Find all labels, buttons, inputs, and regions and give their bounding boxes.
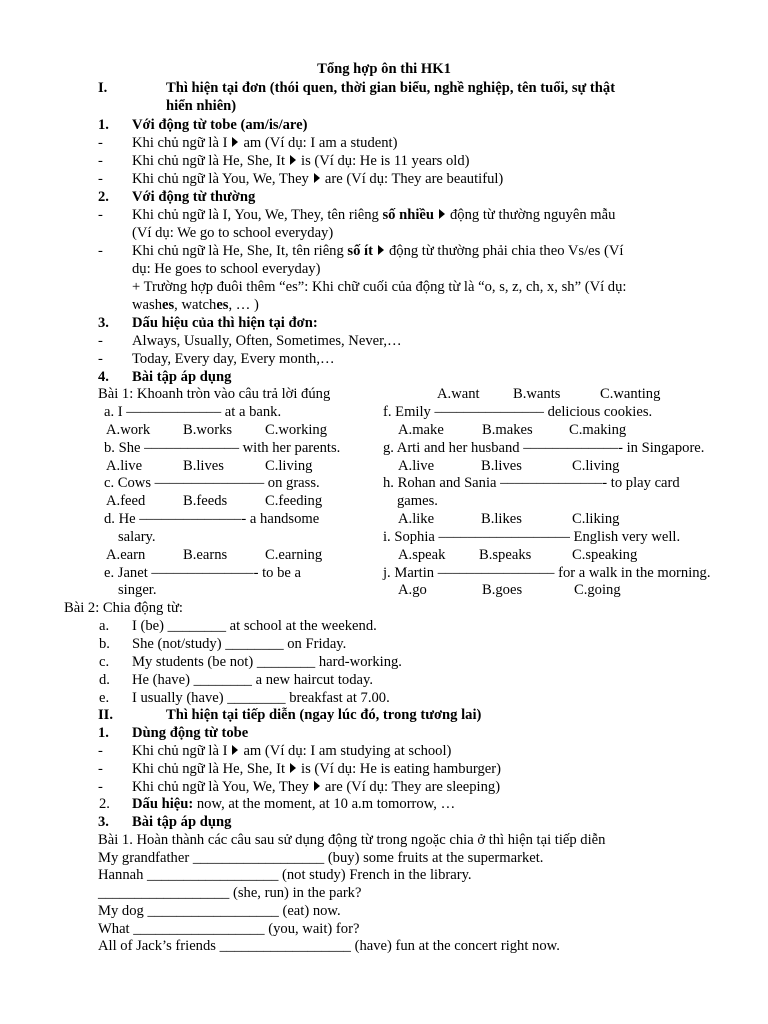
option: A.feed xyxy=(106,493,146,509)
option: C.feeding xyxy=(265,493,323,509)
section-2-heading: Thì hiện tại tiếp diễn (ngay lúc đó, trong tương lai) xyxy=(166,707,482,723)
bullet: - xyxy=(98,135,103,151)
subsection-1-heading: Dùng động từ tobe xyxy=(132,725,249,741)
subsection-3-heading: Dấu hiệu của thì hiện tại đơn: xyxy=(132,315,318,331)
option: A.live xyxy=(398,458,435,474)
question-cont: salary. xyxy=(118,529,156,545)
option: B.feeds xyxy=(183,493,228,509)
bullet: - xyxy=(98,779,103,795)
bullet: - xyxy=(98,743,103,759)
option: B.lives xyxy=(481,458,522,474)
bullet: - xyxy=(98,333,103,349)
subsection-3-heading: Bài tập áp dụng xyxy=(132,814,232,830)
rule-subject: Khi chủ ngữ là He, She, It, tên riêng xyxy=(132,243,348,259)
arrow-right-icon xyxy=(232,137,238,147)
subsection-2-heading: Với động từ thường xyxy=(132,189,256,205)
rule-emphasis: số nhiều xyxy=(382,207,434,223)
example-tail: , … ) xyxy=(228,297,259,313)
subsection-2-number: 2. xyxy=(98,189,109,205)
option: A.like xyxy=(398,511,435,527)
question: i. Sophia –––––––––––––––––– English very well. xyxy=(383,529,681,545)
rule-verb: are (Ví dụ: They are beautiful) xyxy=(324,171,504,187)
option: C.living xyxy=(572,458,620,474)
section-1-heading: Thì hiện tại đơn (thói quen, thời gian biểu, nghề nghiệp, tên tuổi, sự thật xyxy=(166,80,616,96)
rule-verb: are (Ví dụ: They are sleeping) xyxy=(324,779,501,795)
rule-subject: Khi chủ ngữ là I, You, We, They, tên riêng xyxy=(132,207,383,223)
rule-verb: am (Ví dụ: I am studying at school) xyxy=(243,743,452,759)
option: A.want xyxy=(437,386,480,402)
question: e. Janet ––––––––––––––- to be a xyxy=(104,565,301,581)
question: f. Emily ––––––––––––––– delicious cookies. xyxy=(383,404,653,420)
subsection-1-number: 1. xyxy=(98,725,109,741)
arrow-right-icon xyxy=(439,209,445,219)
subsection-2-number: 2. xyxy=(99,796,110,812)
arrow-right-icon xyxy=(290,155,296,165)
example-suffix: es xyxy=(216,297,229,313)
option: C.speaking xyxy=(572,547,638,563)
es-rule: + Trường hợp đuôi thêm “es”: Khi chữ cuối của động từ là “o, s, z, ch, x, sh” (Ví dụ: xyxy=(132,279,627,295)
option: C.liking xyxy=(572,511,620,527)
bullet: - xyxy=(98,243,103,259)
rule-subject: Khi chủ ngữ là I xyxy=(132,743,228,759)
section-1-heading-cont: hiển nhiên) xyxy=(166,98,237,114)
option: B.wants xyxy=(513,386,561,402)
rule-verb: am (Ví dụ: I am a student) xyxy=(243,135,398,151)
fill-in-item: My students (be not) ________ hard-working. xyxy=(132,654,402,670)
signal-words: now, at the moment, at 10 a.m tomorrow, … xyxy=(193,796,456,812)
signal-label: Dấu hiệu: xyxy=(132,796,194,812)
fill-in-item: My grandfather __________________ (buy) some fruits at the supermarket. xyxy=(98,850,544,866)
item-letter: c. xyxy=(99,654,110,670)
rule-verb: động từ thường phải chia theo Vs/es (Ví xyxy=(388,243,624,259)
question: a. I ––––––––––––– at a bank. xyxy=(104,404,282,420)
rule-verb: is (Ví dụ: He is eating hamburger) xyxy=(301,761,501,777)
rule-verb: is (Ví dụ: He is 11 years old) xyxy=(301,153,470,169)
subsection-4-heading: Bài tập áp dụng xyxy=(132,369,232,385)
arrow-right-icon xyxy=(314,781,320,791)
rule-line xyxy=(132,152,470,170)
option: C.living xyxy=(265,458,313,474)
example-suffix: es xyxy=(162,297,175,313)
option: B.earns xyxy=(183,547,228,563)
rule-verb: động từ thường nguyên mẫu xyxy=(450,207,616,223)
fill-in-item: She (not/study) ________ on Friday. xyxy=(132,636,347,652)
option: B.makes xyxy=(482,422,533,438)
fill-in-item: __________________ (she, run) in the park? xyxy=(98,885,362,901)
question: b. She ––––––––––––– with her parents. xyxy=(104,440,341,456)
subsection-3-number: 3. xyxy=(98,814,109,830)
item-letter: d. xyxy=(99,672,110,688)
signal-words: Today, Every day, Every month,… xyxy=(132,351,335,367)
option: C.wanting xyxy=(600,386,661,402)
option: B.lives xyxy=(183,458,224,474)
option: A.speak xyxy=(398,547,446,563)
rule-line xyxy=(132,742,451,760)
rule-subject: Khi chủ ngữ là He, She, It xyxy=(132,153,286,169)
question: g. Arti and her husband –––––––––––––- in Singapore. xyxy=(383,440,705,456)
rule-line xyxy=(132,242,623,260)
question: h. Rohan and Sania ––––––––––––––- to play card xyxy=(383,475,680,491)
question-cont: games. xyxy=(397,493,438,509)
subsection-3-number: 3. xyxy=(98,315,109,331)
exercise-1-title: Bài 1: Khoanh tròn vào câu trả lời đúng xyxy=(98,386,331,402)
rule-example: dụ: He goes to school everyday) xyxy=(132,261,321,277)
rule-line xyxy=(132,760,501,778)
bullet: - xyxy=(98,761,103,777)
fill-in-item: He (have) ________ a new haircut today. xyxy=(132,672,373,688)
option: B.likes xyxy=(481,511,522,527)
question: j. Martin –––––––––––––––– for a walk in the morning. xyxy=(383,565,711,581)
fill-in-item: All of Jack’s friends __________________ (have) fun at the concert right now. xyxy=(98,938,560,954)
option: C.working xyxy=(265,422,328,438)
fill-in-item: I (be) ________ at school at the weekend. xyxy=(132,618,377,634)
bullet: - xyxy=(98,171,103,187)
rule-line xyxy=(132,778,500,796)
bullet: - xyxy=(98,207,103,223)
fill-in-item: I usually (have) ________ breakfast at 7.00. xyxy=(132,690,390,706)
arrow-right-icon xyxy=(314,173,320,183)
question: c. Cows ––––––––––––––– on grass. xyxy=(104,475,320,491)
rule-example: (Ví dụ: We go to school everyday) xyxy=(132,225,334,241)
bullet: - xyxy=(98,153,103,169)
subsection-4-number: 4. xyxy=(98,369,109,385)
document-title: Tổng hợp ôn thi HK1 xyxy=(317,61,451,77)
option: C.making xyxy=(569,422,627,438)
rule-line xyxy=(132,206,615,224)
option: A.go xyxy=(398,582,427,598)
arrow-right-icon xyxy=(378,245,384,255)
signal-line xyxy=(132,795,455,813)
exercise-2-title: Bài 2: Chia động từ: xyxy=(64,600,183,616)
question-cont: singer. xyxy=(118,582,157,598)
arrow-right-icon xyxy=(232,745,238,755)
option: A.work xyxy=(106,422,151,438)
option: A.make xyxy=(398,422,444,438)
subsection-1-number: 1. xyxy=(98,117,109,133)
es-rule-examples xyxy=(132,296,259,314)
rule-line xyxy=(132,170,503,188)
option: A.live xyxy=(106,458,143,474)
option: A.earn xyxy=(106,547,146,563)
rule-line xyxy=(132,134,397,152)
option: B.goes xyxy=(482,582,523,598)
subsection-1-heading: Với động từ tobe (am/is/are) xyxy=(132,117,308,133)
rule-subject: Khi chủ ngữ là He, She, It xyxy=(132,761,286,777)
option: B.speaks xyxy=(479,547,532,563)
option: C.going xyxy=(574,582,621,598)
fill-in-item: What __________________ (you, wait) for? xyxy=(98,921,360,937)
fill-in-item: Hannah __________________ (not study) French in the library. xyxy=(98,867,472,883)
option: C.earning xyxy=(265,547,323,563)
option: B.works xyxy=(183,422,233,438)
section-2-number: II. xyxy=(98,707,114,723)
section-1-number: I. xyxy=(98,80,108,96)
question: d. He ––––––––––––––- a handsome xyxy=(104,511,320,527)
example-word: , watch xyxy=(174,297,217,313)
rule-subject: Khi chủ ngữ là You, We, They xyxy=(132,779,309,795)
item-letter: a. xyxy=(99,618,110,634)
item-letter: e. xyxy=(99,690,110,706)
exercise-1-title: Bài 1. Hoàn thành các câu sau sử dụng động từ trong ngoặc chia ở thì hiện tại tiếp diễn xyxy=(98,832,606,848)
rule-subject: Khi chủ ngữ là You, We, They xyxy=(132,171,309,187)
signal-words: Always, Usually, Often, Sometimes, Never,… xyxy=(132,333,402,349)
rule-emphasis: số ít xyxy=(347,243,373,259)
item-letter: b. xyxy=(99,636,110,652)
arrow-right-icon xyxy=(290,763,296,773)
fill-in-item: My dog __________________ (eat) now. xyxy=(98,903,341,919)
bullet: - xyxy=(98,351,103,367)
rule-subject: Khi chủ ngữ là I xyxy=(132,135,228,151)
example-word: wash xyxy=(132,297,162,313)
